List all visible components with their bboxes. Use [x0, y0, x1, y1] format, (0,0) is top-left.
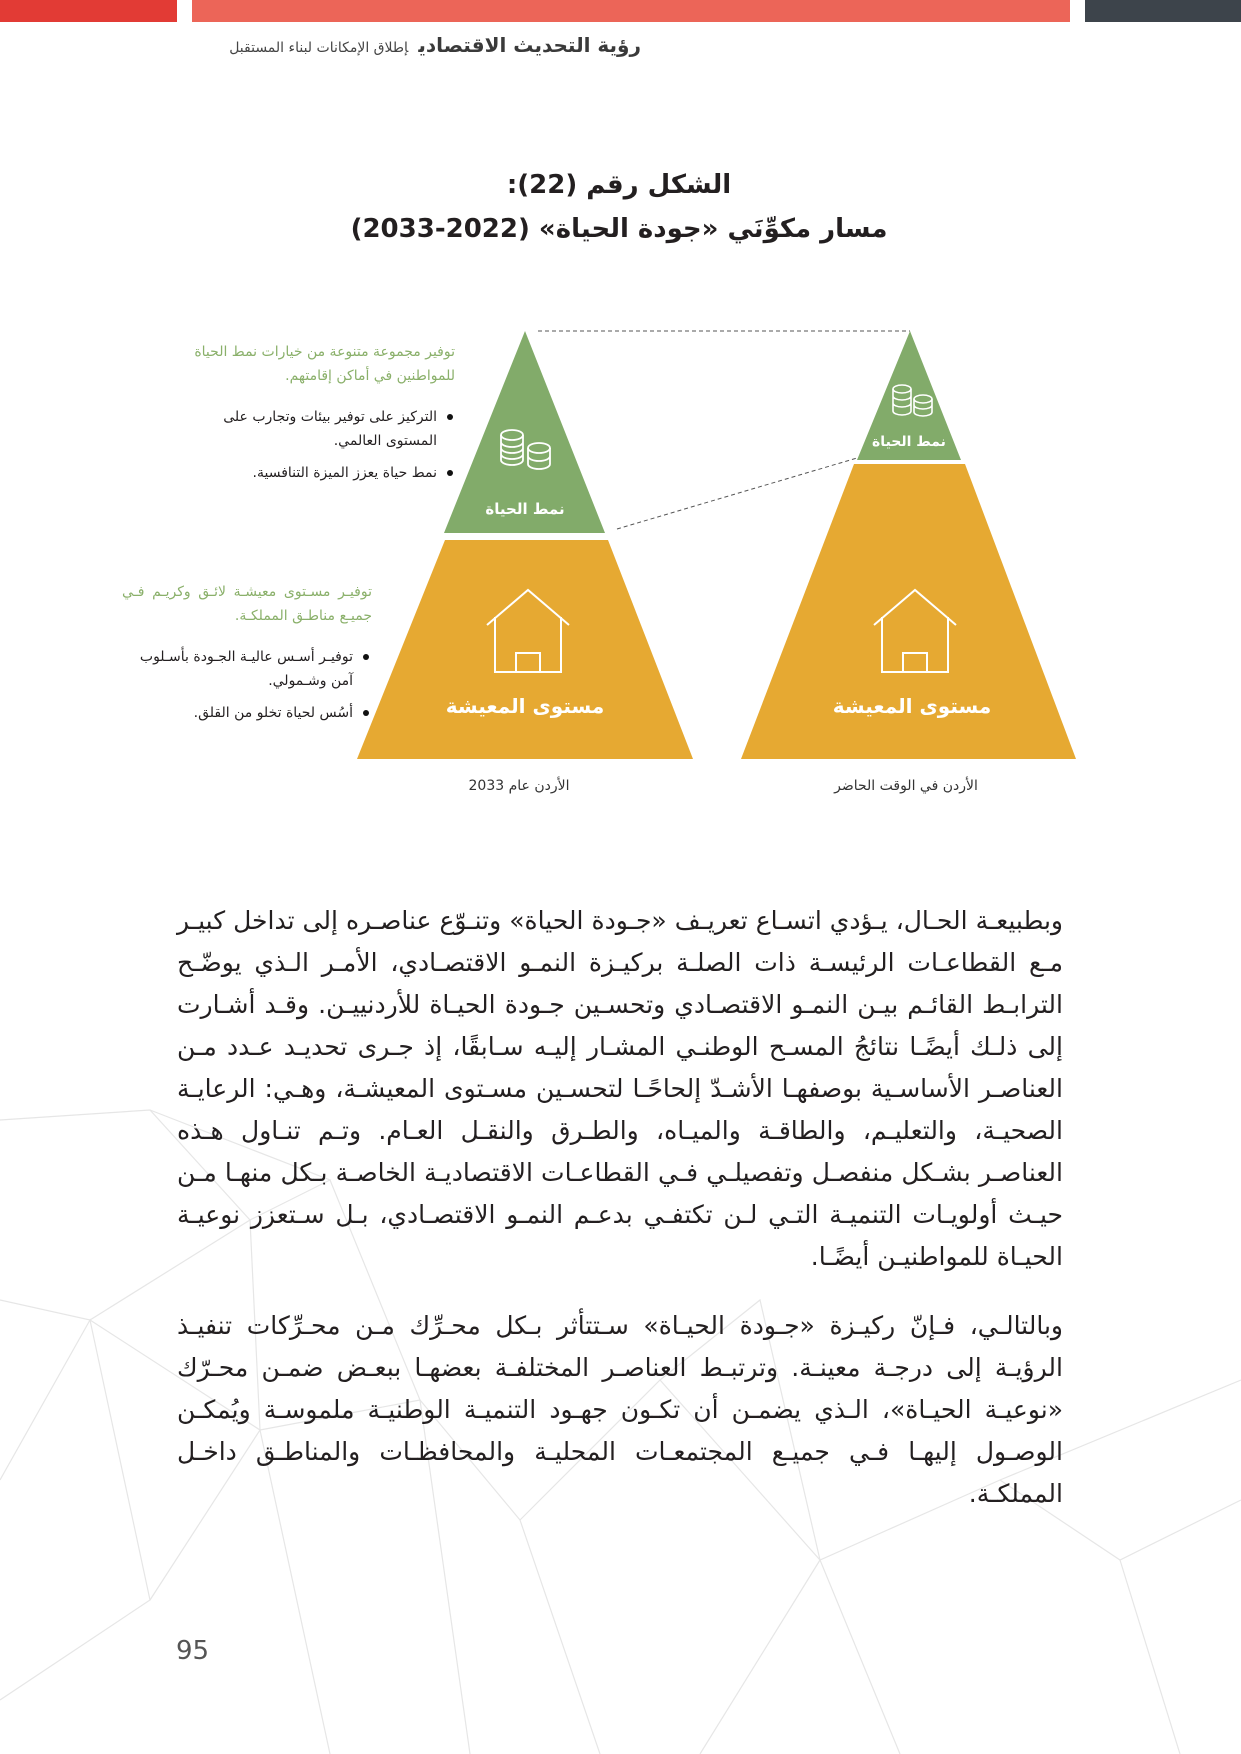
connector-dashed-middle [617, 458, 857, 529]
body-paragraph-1: وبطبيعـة الحـال، يـؤدي اتسـاع تعريـف «جـودة الحياة» وتنـوّع عناصـره إلى تداخل كبيـر مـع القطاعـات الرئيسـة ذات الصلـة بركيـزة النمـو الاقتصـادي، الأمـر الـذي يوضّـح الترابـط القائـم بيـن النمـو الاقتصـادي وتحسـين جـودة الحيـاة للأردنييـن. وقـد أشـارت إلى ذلـك أيضًـا نتائجُ المسـح الوطنـي المشـار إليـه سـابقًا، إذ جـرى تحديـد عـدد مـن العناصـر الأساسـية بوصفهـا الأشـدّ إلحاحًـا لتحسـين مسـتوى المعيشـة، وهـي: الرعايـة الصحيـة، والتعليـم، والطاقـة والميـاه، والطـرق والنقـل العـام. وتـم تنـاول هـذه العناصـر بشـكل منفصـل وتفصيلـي فـي القطاعـات الاقتصاديـة الخاصـة بـكل منهـا مـن حيـث أولويـات التنميـة التـي لـن تكتفـي بدعـم النمـو الاقتصـادي، بـل سـتعزز نوعيـة الحيـاة للمواطنيـن أيضًـا. [177, 906, 1063, 1271]
pyramid-2033-bottom-label: مستوى المعيشة [445, 694, 605, 718]
pyramid-2033-top-label: نمط الحياة [485, 500, 565, 518]
lifestyle-heading: توفير مجموعة متنوعة من خيارات نمط الحياة للمواطنين في أماكن إقامتهم. [194, 344, 455, 384]
page-number: 95 [176, 1636, 210, 1666]
caption-current: الأردن في الوقت الحاضر [834, 778, 978, 794]
living-bullet: توفيـر أسـس عاليـة الجـودة بأسـلوب آمن وشـمولي. [121, 645, 371, 693]
living-bullet: أسُس لحياة تخلو من القلق. [121, 701, 371, 725]
living-bullets [121, 645, 371, 733]
lifestyle-bullet: التركيز على توفير بيئات وتجارب على المستوى العالمي. [195, 405, 455, 453]
pyramid-current-top-label: نمط الحياة [872, 434, 946, 450]
pyramid-current-bottom-label: مستوى المعيشة [832, 694, 992, 718]
header-title: رؤية التحديث الاقتصادي [418, 33, 641, 57]
lifestyle-bullets [195, 405, 455, 493]
figure-number: الشكل رقم (22): [506, 170, 732, 200]
caption-2033: الأردن عام 2033 [468, 778, 570, 794]
lifestyle-bullet: نمط حياة يعزز الميزة التنافسية. [195, 461, 455, 485]
living-heading: توفيـر مسـتوى معيشـة لائـق وكريـم فـي جميـع مناطـق المملكـة. [122, 584, 372, 624]
pyramid-2033-living [357, 540, 693, 759]
figure-title: مسار مكوِّنَي «جودة الحياة» (2022-2033) [350, 214, 888, 244]
body-paragraph-2: وبالتالـي، فـإنّ ركيـزة «جـودة الحيـاة» سـتتأثر بـكل محـرِّك مـن محـرِّكات تنفيـذ الرؤيـة إلى درجـة معينـة. وترتبـط العناصـر المختلفـة بعضهـا ببعـض ضمـن محـرّك «نوعيـة الحيـاة»، الـذي يضمـن أن تكـون جهـود التنميـة الوطنيـة ملموسـة ويُمكـن الوصـول إليهـا فـي جميـع المجتمعـات المحليـة والمحافظـات والمناطـق داخـل المملكـة. [177, 1311, 1063, 1508]
header-subtitle: إطلاق الإمكانات لبناء المستقبل [229, 40, 409, 56]
